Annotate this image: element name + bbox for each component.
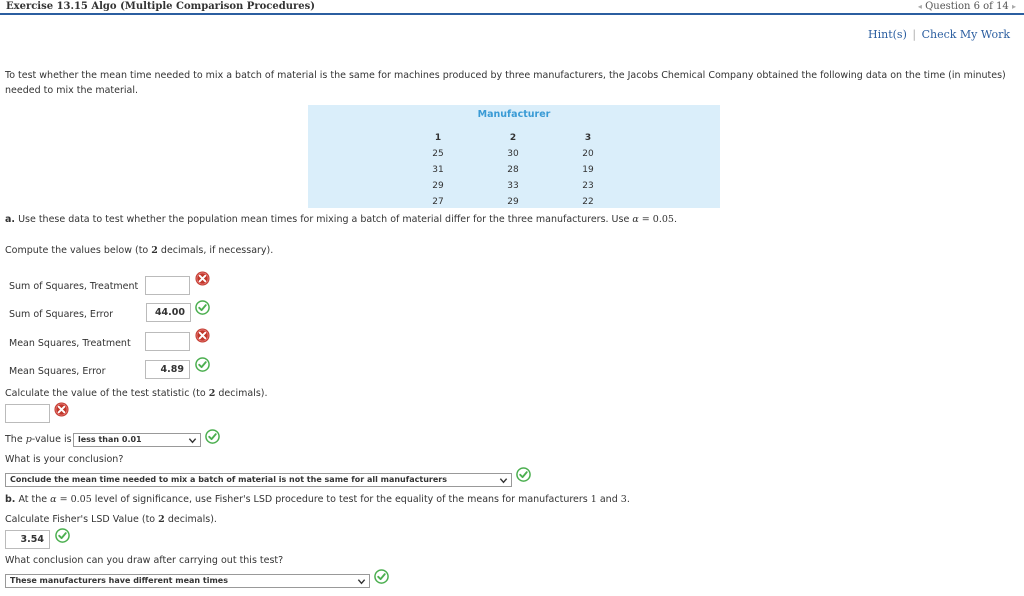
field-label: Sum of Squares, Error: [9, 309, 114, 320]
table-cell: 33: [507, 181, 519, 191]
manufacturer-number: 1: [590, 494, 597, 505]
prev-question-icon[interactable]: ◂: [917, 2, 922, 11]
pvalue-select[interactable]: [73, 433, 201, 447]
part-b-text: and: [599, 494, 618, 505]
question-nav[interactable]: [918, 1, 1016, 12]
table-cell: 27: [432, 197, 444, 207]
instruction-text: Compute the values below (to: [5, 245, 149, 256]
top-bar: [0, 0, 1024, 15]
table-cell: 20: [582, 149, 594, 159]
final-question: What conclusion can you draw after carrying out this test?: [5, 555, 284, 566]
part-b-label: b.: [5, 494, 16, 505]
pvalue-text: The: [5, 434, 23, 445]
table-title: Manufacturer: [477, 109, 551, 120]
data-table: [308, 105, 720, 208]
question-counter: Question 6 of 14: [925, 1, 1009, 12]
instruction-text: Calculate the value of the test statistic (to: [5, 388, 206, 399]
field-label: Mean Squares, Treatment: [9, 338, 131, 349]
correct-check-icon: [516, 467, 531, 482]
manufacturer-number: 3: [620, 494, 627, 505]
table-cell: 22: [582, 197, 594, 207]
chevron-down-icon: [499, 476, 508, 485]
field-label: Mean Squares, Error: [9, 366, 106, 377]
next-question-icon[interactable]: ▸: [1011, 2, 1016, 11]
instruction-text: decimals, if necessary).: [160, 245, 274, 256]
column-header: 2: [509, 133, 517, 143]
column-header: 3: [584, 133, 592, 143]
table-cell: 29: [432, 181, 444, 191]
correct-check-icon: [195, 357, 210, 372]
part-b-question: [5, 494, 630, 505]
ms-error-input[interactable]: 4.89: [145, 360, 190, 379]
table-cell: 19: [582, 165, 594, 175]
table-cell: 23: [582, 181, 594, 191]
chevron-down-icon: [188, 436, 197, 445]
conclusion-question: What is your conclusion?: [5, 454, 124, 465]
alpha-symbol: α: [632, 214, 639, 225]
alpha-value: = 0.05: [59, 494, 92, 505]
exercise-title: Exercise 13.15 Algo (Multiple Comparison Procedures): [6, 1, 315, 12]
part-a-label: a.: [5, 214, 16, 225]
part-b-text: level of significance, use Fisher's LSD procedure to test for the equality of the means for manufacturers: [94, 494, 588, 505]
test-statistic-input[interactable]: [5, 404, 50, 423]
test-stat-instruction: [5, 388, 268, 399]
correct-check-icon: [374, 569, 389, 584]
alpha-value: = 0.05: [641, 214, 674, 225]
incorrect-icon: [54, 402, 69, 417]
table-cell: 30: [507, 149, 519, 159]
final-conclusion-select[interactable]: [5, 574, 370, 588]
pvalue-selected: less than 0.01: [78, 435, 142, 444]
table-column: [423, 130, 453, 210]
table-column: [573, 130, 603, 210]
conclusion-select[interactable]: [5, 473, 512, 487]
correct-check-icon: [55, 528, 70, 543]
part-a-question: [5, 214, 677, 225]
compute-instruction: [5, 245, 273, 256]
decimals-count: 2: [151, 245, 158, 256]
pvalue-text: -value is: [31, 434, 72, 445]
sentence-end: .: [626, 494, 630, 505]
p-symbol: p: [25, 434, 32, 445]
table-cell: 31: [432, 165, 444, 175]
instruction-text: Calculate Fisher's LSD Value (to: [5, 514, 156, 525]
sentence-end: .: [673, 214, 677, 225]
part-b-text: At the: [18, 494, 48, 505]
decimals-count: 2: [158, 514, 165, 525]
link-separator: |: [912, 28, 917, 41]
hints-link[interactable]: Hint(s): [868, 28, 907, 41]
table-cell: 29: [507, 197, 519, 207]
incorrect-icon: [195, 328, 210, 343]
correct-check-icon: [195, 300, 210, 315]
final-selected: These manufacturers have different mean times: [10, 576, 228, 585]
table-column: [498, 130, 528, 210]
decimals-count: 2: [208, 388, 216, 399]
problem-statement: To test whether the mean time needed to mix a batch of material is the same for machines produced by three manufacturers, the Jacobs Chemical Company obtained the following data on the time (in minutes) needed to mix the material.: [5, 70, 1006, 96]
instruction-text: decimals).: [218, 388, 268, 399]
ss-error-input[interactable]: 44.00: [146, 303, 191, 322]
field-label: Sum of Squares, Treatment: [9, 281, 139, 292]
pvalue-label: [5, 434, 72, 445]
alpha-symbol: α: [50, 494, 57, 505]
ms-treatment-input[interactable]: [145, 332, 190, 351]
conclusion-selected: Conclude the mean time needed to mix a batch of material is not the same for all manufacturers: [10, 475, 447, 484]
column-header: 1: [434, 133, 442, 143]
ss-treatment-input[interactable]: [145, 276, 190, 295]
correct-check-icon: [205, 429, 220, 444]
table-cell: 25: [432, 149, 444, 159]
help-links: [868, 28, 1010, 41]
chevron-down-icon: [357, 577, 366, 586]
instruction-text: decimals).: [167, 514, 217, 525]
table-cell: 28: [507, 165, 519, 175]
part-a-text: Use these data to test whether the population mean times for mixing a batch of material differ for the three manufacturers. Use: [18, 214, 630, 225]
check-my-work-link[interactable]: Check My Work: [921, 28, 1010, 41]
incorrect-icon: [195, 271, 210, 286]
lsd-input[interactable]: 3.54: [5, 530, 50, 549]
lsd-instruction: [5, 514, 217, 525]
